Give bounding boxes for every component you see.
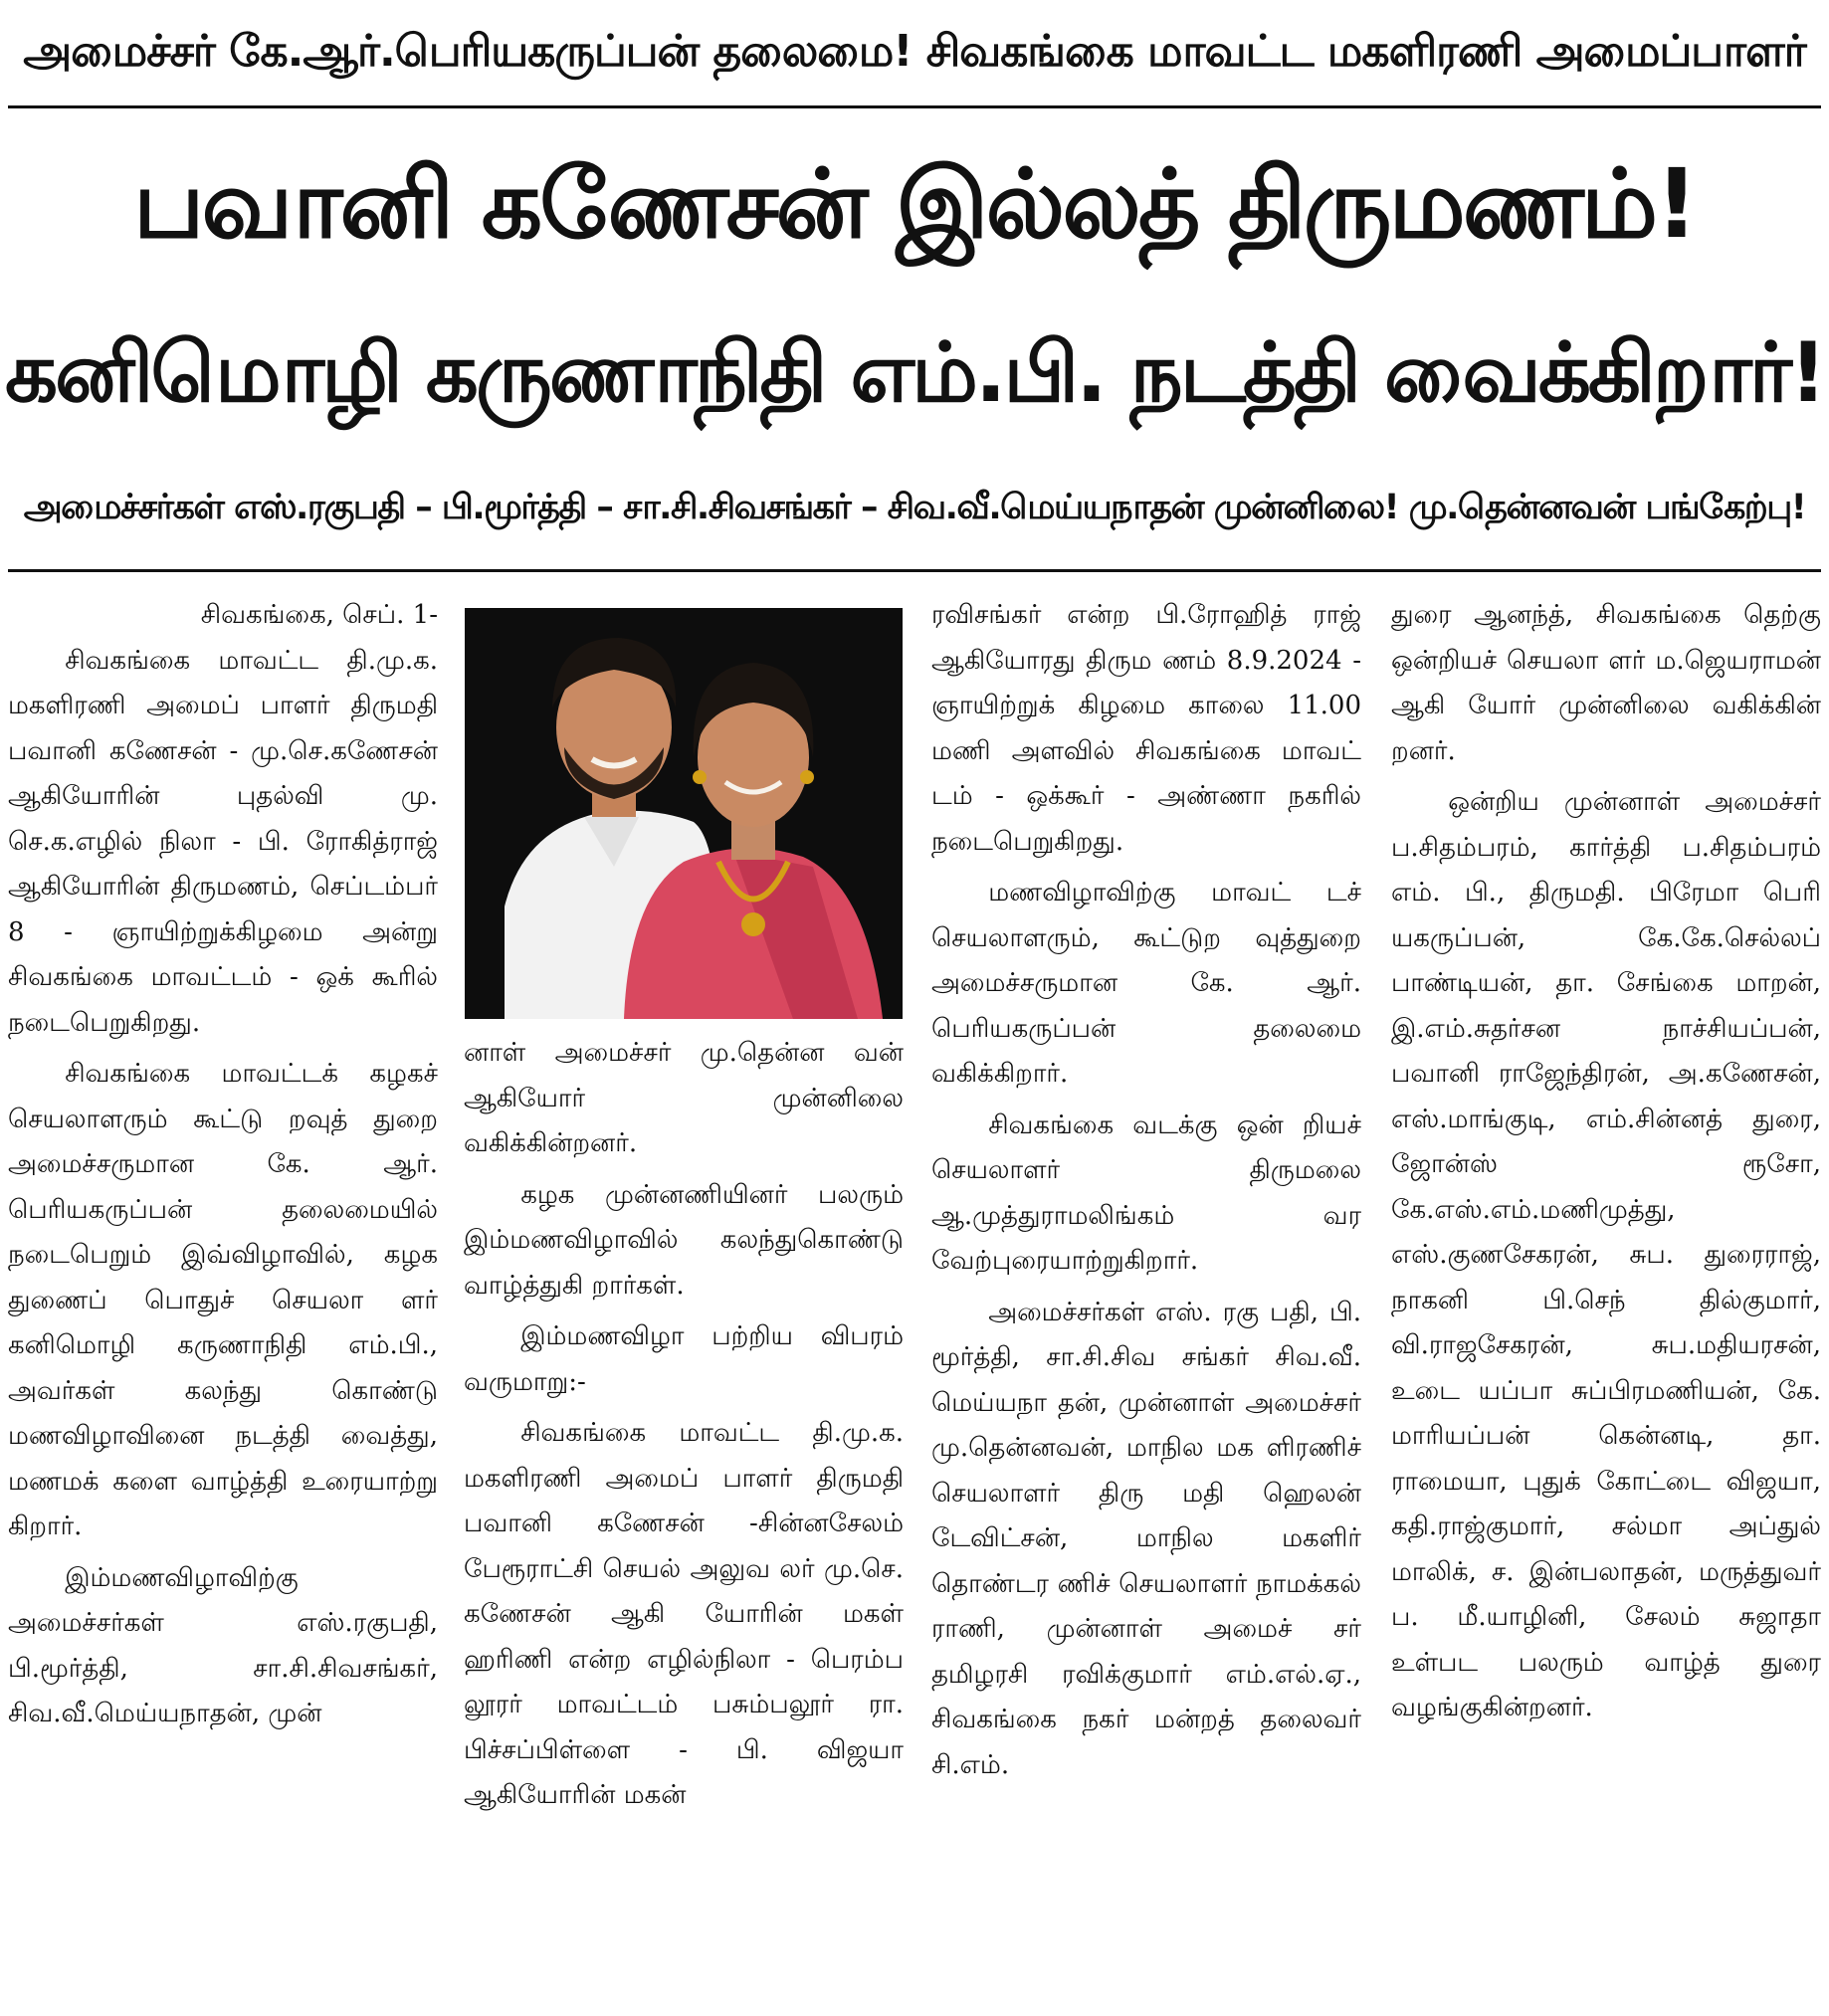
- paragraph: சிவகங்கை மாவட்ட தி.மு.க. மகளிரணி அமைப் பாளர் திருமதி பவானி கணேசன் - மு.செ.கணேசன் ஆகியோரின் புதல்வி மு. செ.க.எழில் நிலா - பி. ரோகித்ராஜ் ஆகியோரின் திருமணம், செப்டம்பர் 8 - ஞாயிற்றுக்கிழமை அன்று சிவகங்கை மாவட்டம் - ஒக் கூரில் நடைபெறுகிறது.: [8, 645, 438, 1038]
- paragraph: அமைச்சர்கள் எஸ். ரகு பதி, பி. மூர்த்தி, சா.சி.சிவ சங்கர் சிவ.வீ. மெய்யநா தன், முன்னாள் அமைச்சர் மு.தென்னவன், மாநில மக ளிரணிச் செயலாளர் திரு மதி ஹெலன் டேவிட்சன், மாநில மகளிர் தொண்டர ணிச் செயலாளர் நாமக்கல் ராணி, முன்னாள் அமைச் சர் தமிழரசி ரவிக்குமார் எம்.எல்.ஏ., சிவகங்கை நகர் மன்றத் தலைவர் சி.எம்.: [931, 1297, 1361, 1780]
- paragraph: சிவகங்கை மாவட்டக் கழகச் செயலாளரும் கூட்டு றவுத் துறை அமைச்சருமான கே. ஆர். பெரியகருப்பன் தலைமையில் நடைபெறும் இவ்விழாவில், கழக துணைப் பொதுச் செயலா ளர் கனிமொழி கருணாநிதி எம்.பி., அவர்கள் கலந்து கொண்டு மணவிழாவினை நடத்தி வைத்து, மணமக் களை வாழ்த்தி உரையாற்று கிறார்.: [8, 1059, 438, 1541]
- paragraph: கழக முன்னணியினர் பலரும் இம்மணவிழாவில் கலந்துகொண்டு வாழ்த்துகி றார்கள்.: [464, 1179, 904, 1301]
- couple-photo: [465, 608, 903, 1019]
- paragraph: சிவகங்கை வடக்கு ஒன் றியச் செயலாளர் திருமலை ஆ.முத்துராமலிங்கம் வர வேற்புரையாற்றுகிறார்.: [931, 1109, 1361, 1276]
- paragraph: துரை ஆனந்த், சிவகங்கை தெற்கு ஒன்றியச் செயலா ளர் ம.ஜெயராமன் ஆகி யோர் முன்னிலை வகிக்கின் றனர்.: [1391, 600, 1821, 766]
- article-columns: [8, 593, 1821, 2012]
- paragraph: மணவிழாவிற்கு மாவட் டச் செயலாளரும், கூட்டுற வுத்துறை அமைச்சருமான கே. ஆர். பெரியகருப்பன் தலைமை வகிக்கிறார்.: [931, 878, 1361, 1089]
- article-column-2: [464, 1031, 904, 2012]
- couple-photo-illustration: [465, 608, 903, 1019]
- paragraph: ஒன்றிய முன்னாள் அமைச்சர் ப.சிதம்பரம், கார்த்தி ப.சிதம்பரம் எம். பி., திருமதி. பிரேமா பெரி யகருப்பன், கே.கே.செல்லப் பாண்டியன், தா. சேங்கை மாறன், இ.எம்.சுதர்சன நாச்சியப்பன், பவானி ராஜேந்திரன், அ.கணேசன், எஸ்.மாங்குடி, எம்.சின்னத் துரை, ஜோன்ஸ் ரூசோ, கே.எஸ்.எம்.மணிமுத்து, எஸ்.குணசேகரன், சுப. துரைராஜ், நாகனி பி.செந் தில்குமார், வி.ராஜசேகரன், சுப.மதியரசன், உடை யப்பா சுப்பிரமணியன், கே. மாரியப்பன் கென்னடி, தா. ராமையா, புதுக் கோட்டை விஜயா, கதி.ராஜ்குமார், சல்மா அப்துல் மாலிக், ச. இன்பலாதன், மருத்துவர் ப. மீ.யாழினி, சேலம் சுஜாதா உள்பட பலரும் வாழ்த் துரை வழங்குகின்றனர்.: [1391, 787, 1821, 1722]
- article-column-3: [931, 593, 1361, 2012]
- top-rule: [8, 105, 1821, 108]
- paragraph: சிவகங்கை மாவட்ட தி.மு.க. மகளிரணி அமைப் பாளர் திருமதி பவானி கணேசன் -சின்னசேலம் பேரூராட்சி செயல் அலுவ லர் மு.செ. கணேசன் ஆகி யோரின் மகள் ஹரிணி என்ற எழில்நிலா - பெரம்ப லூரர் மாவட்டம் பசும்பலூர் ரா. பிச்சப்பிள்ளை - பி. விஜயா ஆகியோரின் மகன்: [464, 1418, 904, 1810]
- dateline: சிவகங்கை, செப். 1-: [200, 600, 438, 630]
- kicker-headline: அமைச்சர் கே.ஆர்.பெரியகருப்பன் தலைமை! சிவகங்கை மாவட்ட மகளிரணி அமைப்பாளர்: [23, 26, 1806, 77]
- paragraph: இம்மணவிழாவிற்கு அமைச்சர்கள் எஸ்.ரகுபதி, பி.மூர்த்தி, சா.சி.சிவசங்கர், சிவ.வீ.மெய்யநாதன், முன்: [8, 1562, 438, 1728]
- headline-line-1: பவானி கணேசன் இல்லத் திருமணம்!: [133, 148, 1696, 260]
- article-column-4: [1391, 593, 1821, 2012]
- subheadline: அமைச்சர்கள் எஸ்.ரகுபதி – பி.மூர்த்தி – சா.சி.சிவசங்கர் – சிவ.வீ.மெய்யநாதன் முன்னிலை! மு.தென்னவன் பங்கேற்பு!: [23, 488, 1806, 527]
- paragraph: ரவிசங்கர் என்ற பி.ரோஹித் ராஜ் ஆகியோரது திரும ணம் 8.9.2024 - ஞாயிற்றுக் கிழமை காலை 11.00 மணி அளவில் சிவகங்கை மாவட் டம் - ஒக்கூர் - அண்ணா நகரில் நடைபெறுகிறது.: [931, 600, 1361, 857]
- article-column-1: [8, 593, 438, 2012]
- paragraph: இம்மணவிழா பற்றிய விபரம் வருமாறு:-: [464, 1321, 904, 1397]
- paragraph: னாள் அமைச்சர் மு.தென்ன வன் ஆகியோர் முன்னிலை வகிக்கின்றனர்.: [464, 1038, 904, 1158]
- headline-line-2: கனிமொழி கருணாநிதி எம்.பி. நடத்தி வைக்கிறார்!: [5, 324, 1824, 421]
- mid-rule: [8, 569, 1821, 572]
